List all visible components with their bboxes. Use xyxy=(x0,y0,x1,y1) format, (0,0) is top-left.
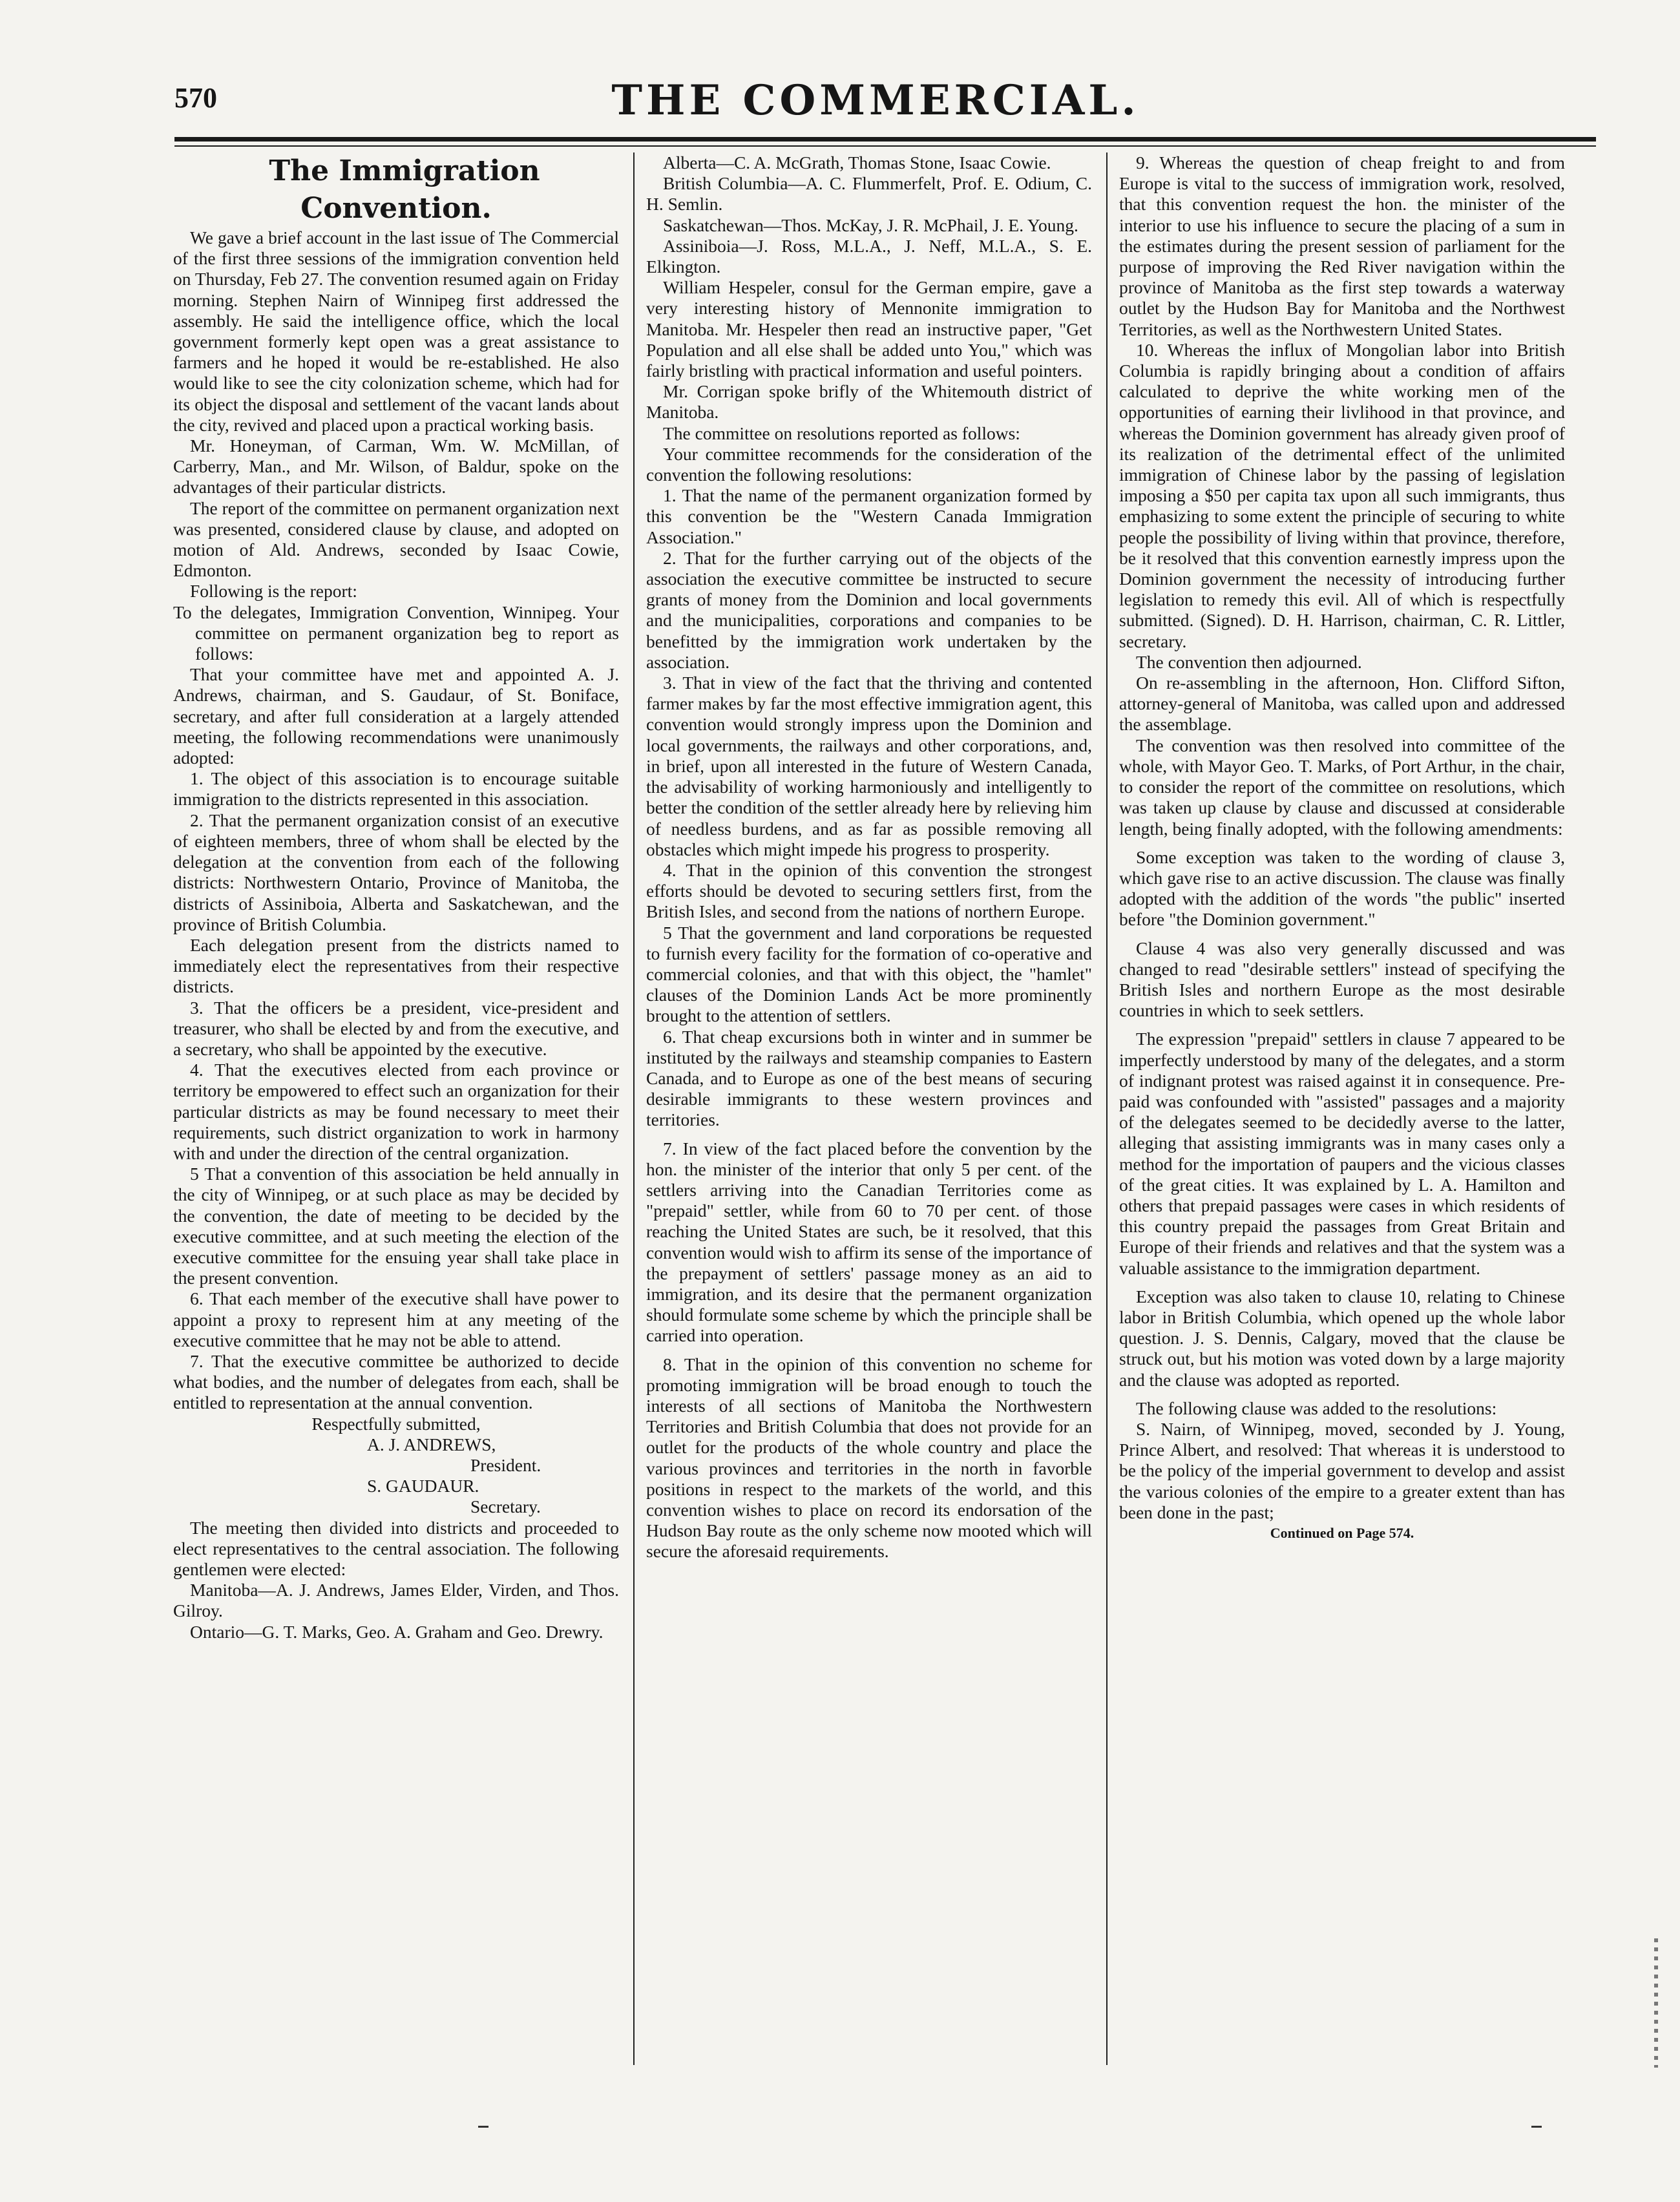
column-3 xyxy=(1119,152,1565,2084)
paragraph: 3. That in view of the fact that the thriving and contented farmer makes by far the most effective immigration agent, this convention would strongly impress upon the Dominion and local governments, the railways and other corporations, and, in brief, upon all interested in the future of Western Canada, the advisability of working harmoniously and intelligently to better the condition of the settler already here by relieving him of needless burdens, and as far as possible removing all obstacles which might impede his progress to prosperity. xyxy=(646,673,1092,859)
column-1 xyxy=(173,152,619,2084)
paragraph: To the delegates, Immigration Convention, Winnipeg. Your committee on permanent organization beg to report as follows: xyxy=(173,602,619,664)
paragraph: 1. The object of this association is to encourage suitable immigration to the districts represented in this association. xyxy=(173,768,619,810)
paragraph: 6. That each member of the executive shall have power to appoint a proxy to represent him at any meeting of the executive committee that he may not be able to attend. xyxy=(173,1288,619,1350)
page-number: 570 xyxy=(174,82,217,114)
column-divider xyxy=(1106,152,1108,2065)
print-mark xyxy=(1531,2126,1542,2128)
paragraph: Some exception was taken to the wording of clause 3, which gave rise to an active discussion. The clause was finally adopted with the addition of the words "the public" inserted before "the Dominion government." xyxy=(1119,846,1565,930)
paragraph: The report of the committee on permanent organization next was presented, considered clause by clause, and adopted on motion of Ald. Andrews, seconded by Isaac Cowie, Edmonton. xyxy=(173,498,619,581)
paragraph: 7. That the executive committee be authorized to decide what bodies, and the number of delegates from each, shall be entitled to representation at the annual convention. xyxy=(173,1350,619,1413)
paragraph: Assiniboia—J. Ross, M.L.A., J. Neff, M.L.A., S. E. Elkington. xyxy=(646,235,1092,277)
print-mark xyxy=(478,2126,488,2128)
paragraph: 4. That in the opinion of this convention the strongest efforts should be devoted to securing settlers first, from the British Isles, and second from the nations of northern Europe. xyxy=(646,859,1092,922)
paragraph: Saskatchewan—Thos. McKay, J. R. McPhail, J. E. Young. xyxy=(663,215,1078,235)
masthead: THE COMMERCIAL. xyxy=(611,76,1140,125)
header-rule-thick xyxy=(174,137,1596,142)
signature-name: S. GAUDAUR. xyxy=(367,1476,479,1496)
column-2 xyxy=(646,152,1092,2084)
paragraph: The following clause was added to the resolutions: xyxy=(1136,1398,1497,1418)
signature-name: A. J. ANDREWS, xyxy=(367,1434,496,1454)
paragraph: The meeting then divided into districts and proceeded to elect representatives to the central association. The following gentlemen were elected: xyxy=(173,1517,619,1579)
article-title: The Immigration Convention. xyxy=(269,154,540,225)
continued-note: Continued on Page 574. xyxy=(1270,1525,1414,1541)
paragraph: S. Nairn, of Winnipeg, moved, seconded by J. Young, Prince Albert, and resolved: That whereas it is understood to be the policy of the imperial government to develop and assist the various colonies of the empire to a greater extent than has been done in the past; xyxy=(1119,1418,1565,1522)
paragraph: Manitoba—A. J. Andrews, James Elder, Virden, and Thos. Gilroy. xyxy=(173,1580,619,1621)
paragraph: Each delegation present from the districts named to immediately elect the representatives from their respective districts. xyxy=(173,934,619,997)
paragraph: 6. That cheap excursions both in winter and in summer be instituted by the railways and steamship companies to Eastern Canada, and to Europe as one of the best means of securing desirable immigrants to these western provinces and territories. xyxy=(646,1026,1092,1130)
paragraph: The committee on resolutions reported as follows: xyxy=(663,423,1020,443)
paragraph: 7. In view of the fact placed before the convention by the hon. the minister of the interior that only 5 per cent. of the settlers arriving into the Canadian Territories come as "prepaid" settler, while from 60 to 70 per cent. of those reaching the United States are such, be it resolved, that this convention would wish to affirm its sense of the importance of the prepayment of settlers' passage money as an aid to immigration, and its desire that the permanent organization should formulate some scheme by which the principle shall be carried into operation. xyxy=(646,1138,1092,1346)
paragraph: Mr. Corrigan spoke brifly of the Whitemouth district of Manitoba. xyxy=(646,381,1092,423)
paragraph: 4. That the executives elected from each province or territory be empowered to effect such an organization for their particular districts as may be found necessary to meet their requirements, such district organization to work in harmony with and under the direction of the central organization. xyxy=(173,1060,619,1163)
paragraph: The expression "prepaid" settlers in clause 7 appeared to be imperfectly understood by many of the delegates, and a storm of indignant protest was raised against it in consequence. Pre-paid was confounded with "assisted" passages and a majority of the delegates seemed to be decidedly averse to the latter, alleging that assisting immigrants was in many cases only a method for the importation of paupers and the vicious classes of the great cities. It was explained by L. A. Hamilton and others that prepaid passages were cases in which residents of this country prepaid the passages from Great Britain and Europe of their friends and relatives and that the system was a valuable assistance to the immigration department. xyxy=(1119,1029,1565,1278)
paragraph: British Columbia—A. C. Flummerfelt, Prof. E. Odium, C. H. Semlin. xyxy=(646,173,1092,215)
scan-edge-mark xyxy=(1654,1938,1658,2068)
paragraph: 5 That a convention of this association be held annually in the city of Winnipeg, or at such place as may be decided by the convention, the date of meeting to be decided by the executive committee, and at such meeting the election of the executive committee for the ensuing year shall take place in the present convention. xyxy=(173,1164,619,1288)
signature-role: Secretary. xyxy=(470,1496,541,1517)
column-divider xyxy=(633,152,635,2065)
paragraph: Clause 4 was also very generally discussed and was changed to read "desirable settlers" instead of specifying the British Isles and northern Europe as the most desirable countries in which to seek settlers. xyxy=(1119,938,1565,1021)
paragraph: Your committee recommends for the consideration of the convention the following resolutions: xyxy=(646,443,1092,485)
paragraph: The convention then adjourned. xyxy=(1136,651,1362,672)
paragraph: 10. Whereas the influx of Mongolian labor into British Columbia is rapidly bringing about a condition of affairs calculated to deprive the white working men of the opportunities of earning their livlihood in that province, and whereas the Dominion government has already given proof of its realization of the detrimental effect of the unlimited immigration of Chinese labor by the passing of legislation imposing a $50 per capita tax upon all such immigrants, thus emphasizing to some extent the principle of securing to white people the possibility of living within that province, therefore, be it resolved that this convention earnestly impress upon the Dominion government the necessity of introducing further legislation to remedy this evil. All of which is respectfully submitted. (Signed). D. H. Harrison, chairman, C. R. Littler, secretary. xyxy=(1119,339,1565,651)
paragraph: 5 That the government and land corporations be requested to furnish every facility for the formation of co-operative and commercial colonies, and that with this object, the "hamlet" clauses of the Dominion Lands Act be more prominently brought to the attention of settlers. xyxy=(646,922,1092,1026)
paragraph: 1. That the name of the permanent organization formed by this convention be the "Western Canada Immigration Association." xyxy=(646,485,1092,547)
paragraph: We gave a brief account in the last issue of The Commercial of the first three sessions of the immigration convention held on Thursday, Feb 27. The convention resumed again on Friday morning. Stephen Nairn of Winnipeg first addressed the assembly. He said the intelligence office, which the local government formerly kept open was a great assistance to farmers and he hoped it would be re-established. He also would like to see the city colonization scheme, which had for its object the disposal and settlement of the vacant lands about the city, revived and placed upon a practical working basis. xyxy=(173,227,619,435)
header-rule-thin xyxy=(174,145,1596,147)
paragraph: Alberta—C. A. McGrath, Thomas Stone, Isaac Cowie. xyxy=(663,152,1051,173)
paragraph: Following is the report: xyxy=(190,581,357,602)
paragraph: The convention was then resolved into committee of the whole, with Mayor Geo. T. Marks, of Port Arthur, in the chair, to consider the report of the committee on resolutions, which was taken up clause by clause and discussed at considerable length, being finally adopted, with the following amendments: xyxy=(1119,735,1565,839)
paragraph: 2. That for the further carrying out of the objects of the association the executive committee be instructed to secure grants of money from the Dominion and local governments and the municipalities, corporations and companies to be benefitted by the immigration work undertaken by the association. xyxy=(646,547,1092,672)
paragraph: On re-assembling in the afternoon, Hon. Clifford Sifton, attorney-general of Manitoba, was called upon and addressed the assemblage. xyxy=(1119,673,1565,735)
paragraph: That your committee have met and appointed A. J. Andrews, chairman, and S. Gaudaur, of St. Boniface, secretary, and after full consideration at a largely attended meeting, the following recommendations were unanimously adopted: xyxy=(173,664,619,768)
signature-line: Respectfully submitted, xyxy=(311,1413,481,1434)
signature-role: President. xyxy=(470,1454,541,1475)
page-header xyxy=(174,76,1577,134)
paragraph: 3. That the officers be a president, vice-president and treasurer, who shall be elected by and from the executive, and a secretary, who shall be appointed by the executive. xyxy=(173,997,619,1059)
paragraph: Exception was also taken to clause 10, relating to Chinese labor in British Columbia, which opened up the whole labor question. J. S. Dennis, Calgary, moved that the clause be struck out, but his motion was voted down by a large majority and the clause was adopted as reported. xyxy=(1119,1286,1565,1390)
paragraph: 2. That the permanent organization consist of an executive of eighteen members, three of whom shall be elected by the delegation at the convention from each of the following districts: Northwestern Ontario, Province of Manitoba, the districts of Assiniboia, Alberta and Saskatchewan, and the province of British Columbia. xyxy=(173,810,619,934)
paragraph: William Hespeler, consul for the German empire, gave a very interesting history of Mennonite immigration to Manitoba. Mr. Hespeler then read an instructive paper, "Get Population and all else shall be added unto You," which was fairly bristling with practical information and useful pointers. xyxy=(646,277,1092,381)
paragraph: 8. That in the opinion of this convention no scheme for promoting immigration will be broad enough to touch the interests of all sections of Manitoba the Northwestern Territories and British Columbia that does not provide for an outlet for the products of the whole country and place the various provinces and territories in the north in favorble positions in respect to the markets of the world, and this convention wishes to place on record its endorsation of the Hudson Bay route as the only scheme now mooted which will secure the aforesaid requirements. xyxy=(646,1354,1092,1562)
paragraph: 9. Whereas the question of cheap freight to and from Europe is vital to the success of immigration work, resolved, that this convention request the hon. the minister of the interior to use his influence to secure the placing of a sum in the estimates during the present session of parliament for the purpose of improving the Red River navigation within the province of Manitoba as the first step towards a waterway outlet by the Hudson Bay for Manitoba and the Northwest Territories, as well as the Northwestern United States. xyxy=(1119,152,1565,339)
paragraph: Mr. Honeyman, of Carman, Wm. W. McMillan, of Carberry, Man., and Mr. Wilson, of Baldur, spoke on the advantages of their particular districts. xyxy=(173,435,619,498)
paragraph: Ontario—G. T. Marks, Geo. A. Graham and Geo. Drewry. xyxy=(190,1621,604,1642)
